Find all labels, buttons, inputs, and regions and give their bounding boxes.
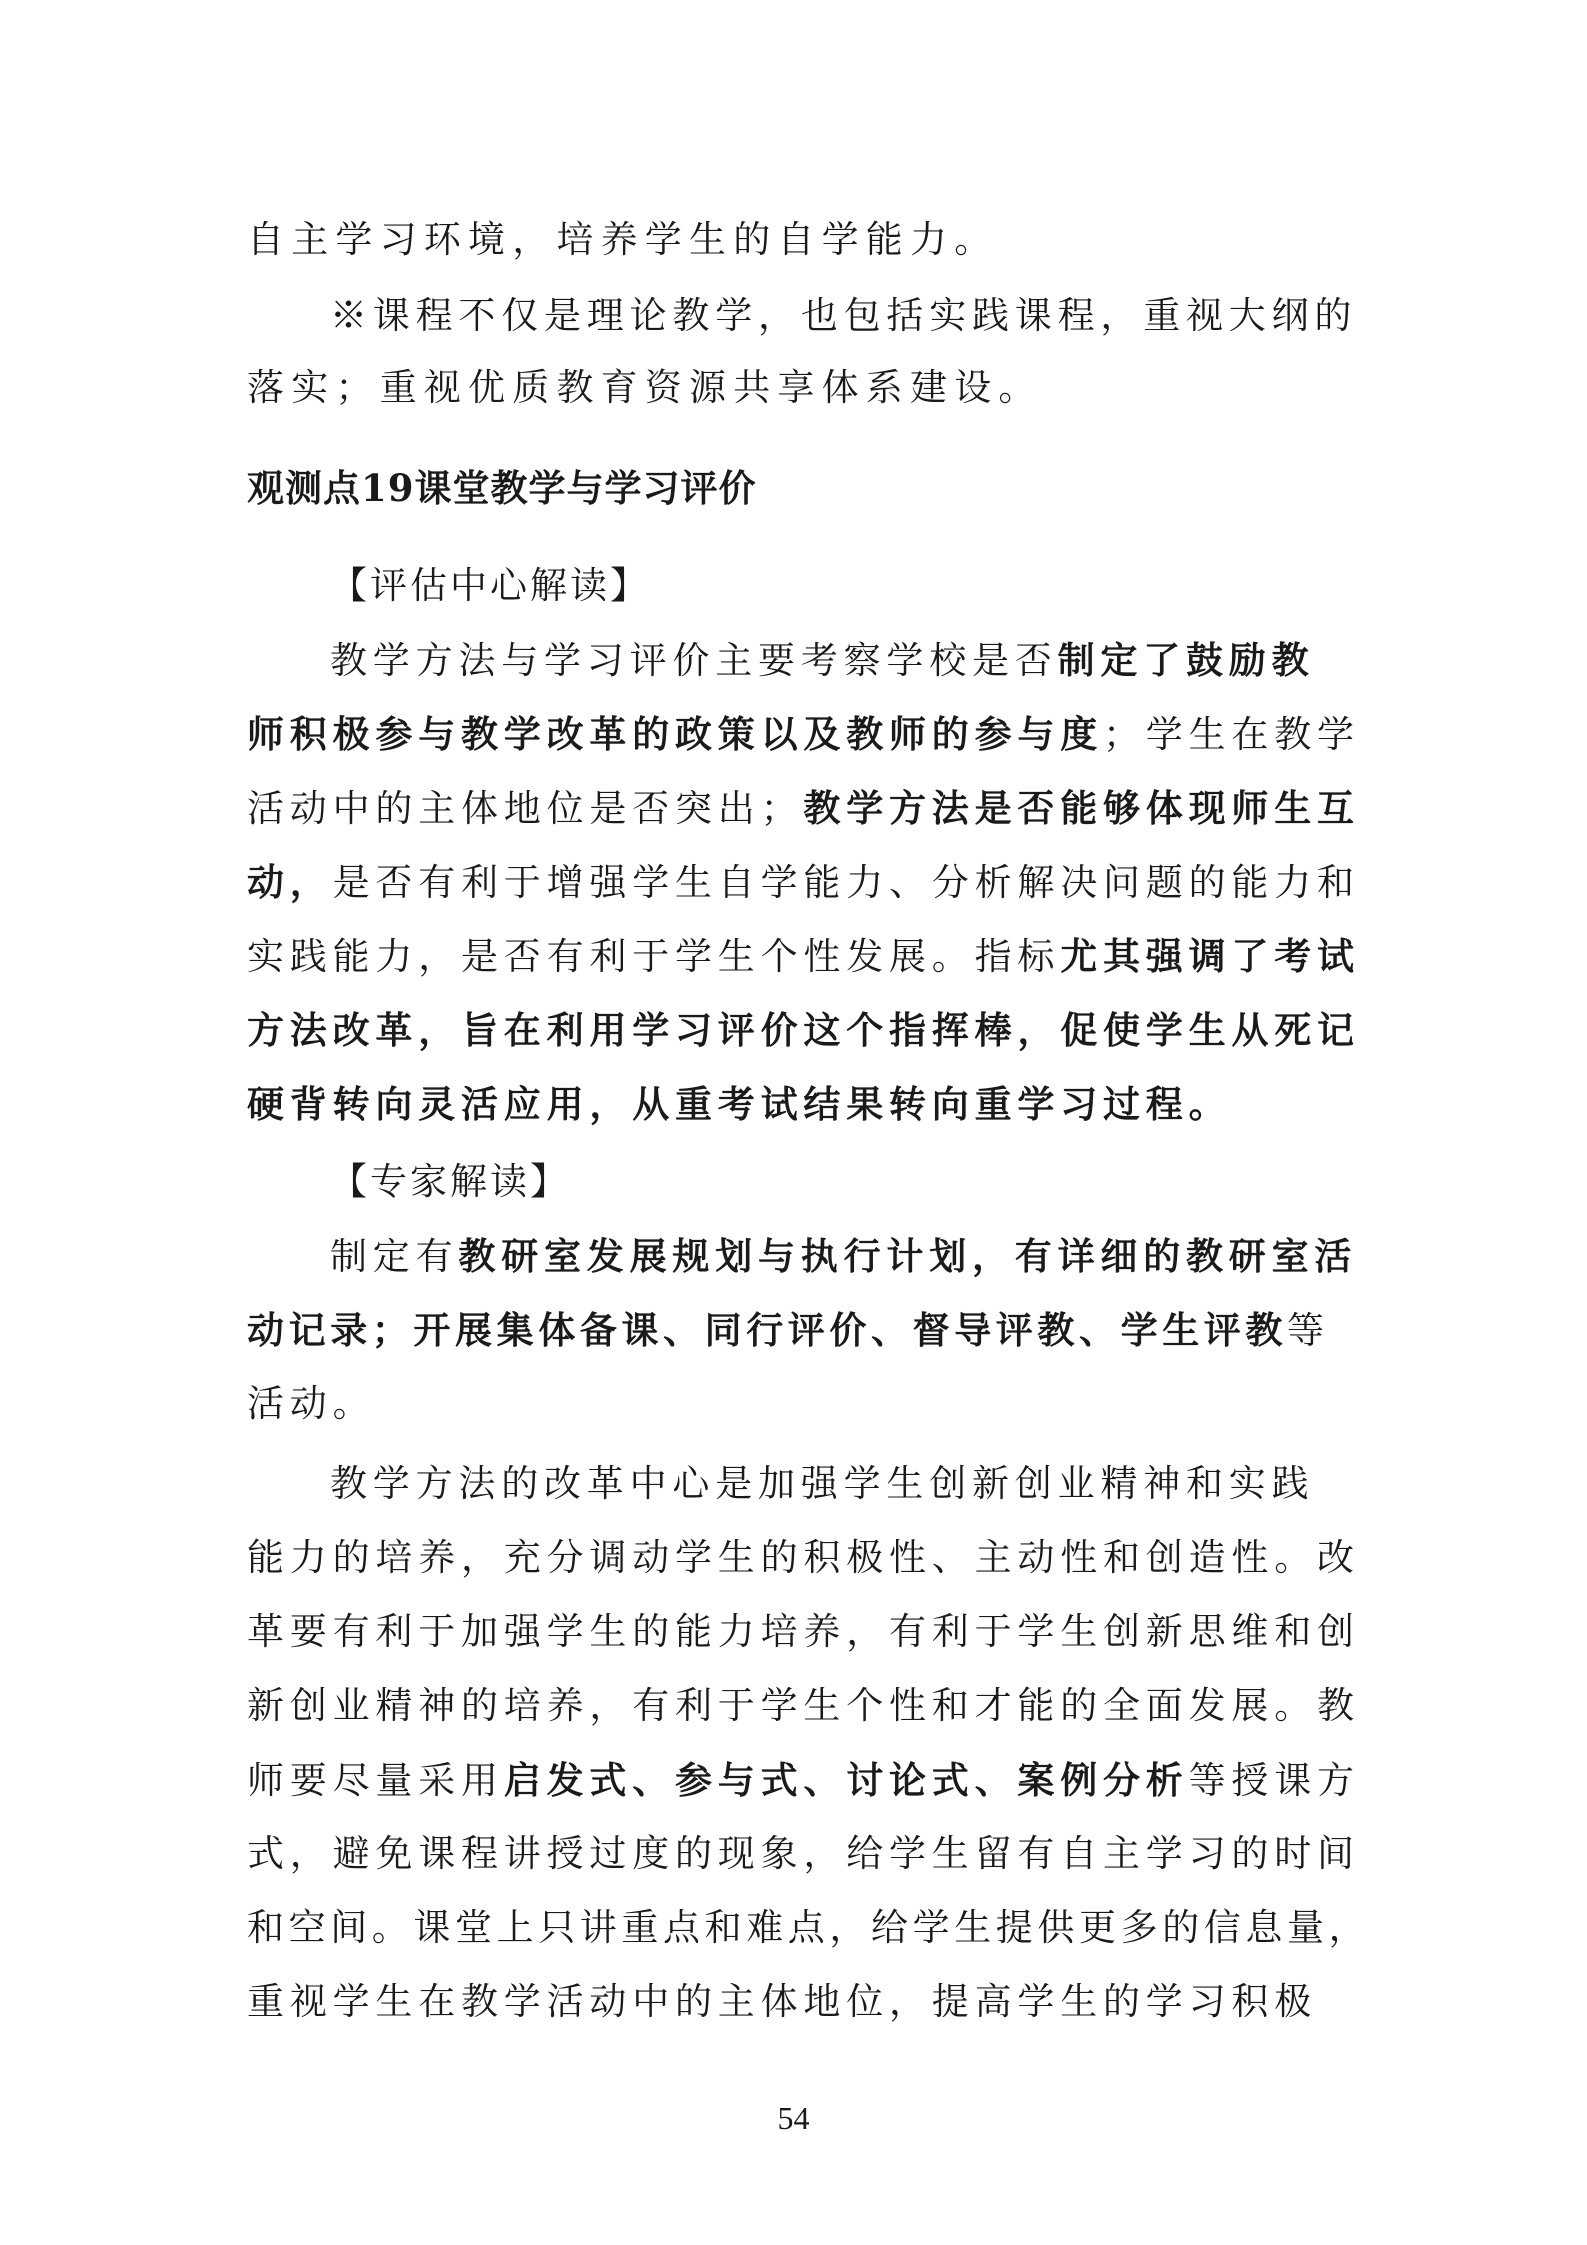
text-line: 师积极参与教学改革的政策以及教师的参与度；学生在教学: [247, 712, 1360, 756]
text-line: 活动中的主体地位是否突出；教学方法是否能够体现师生互: [247, 786, 1360, 830]
text-line: 重视学生在教学活动中的主体地位，提高学生的学习积极: [247, 1980, 1317, 2023]
subsection-title: 【专家解读】: [330, 1160, 570, 1203]
text-line: 式，避免课程讲授过度的现象，给学生留有自主学习的时间: [247, 1832, 1360, 1875]
text-line: ※课程不仅是理论教学，也包括实践课程，重视大纲的: [330, 294, 1358, 337]
text-line: 和空间。课堂上只讲重点和难点，给学生提供更多的信息量，: [247, 1906, 1371, 1949]
text-line: 动记录；开展集体备课、同行评价、督导评教、学生评教等: [247, 1308, 1329, 1352]
text-line: 动，是否有利于增强学生自学能力、分析解决问题的能力和: [247, 860, 1360, 904]
subsection-title: 【评估中心解读】: [330, 564, 650, 607]
page-number: 54: [777, 2100, 810, 2136]
text-line: 革要有利于加强学生的能力培养，有利于学生创新思维和创: [247, 1610, 1360, 1653]
text-line: 师要尽量采用启发式、参与式、讨论式、案例分析等授课方: [247, 1758, 1360, 1802]
text-line: 活动。: [247, 1382, 376, 1425]
text-line: 实践能力，是否有利于学生个性发展。指标尤其强调了考试: [247, 934, 1360, 978]
text-line: 制定有教研室发展规划与执行计划，有详细的教研室活: [330, 1234, 1358, 1278]
section-heading: 观测点19课堂教学与学习评价: [247, 466, 757, 510]
text-line: 自主学习环境，培养学生的自学能力。: [247, 218, 999, 261]
text-line: 方法改革，旨在利用学习评价这个指挥棒，促使学生从死记: [247, 1008, 1360, 1052]
text-line: 能力的培养，充分调动学生的积极性、主动性和创造性。改: [247, 1536, 1360, 1579]
text-line: 硬背转向灵活应用，从重考试结果转向重学习过程。: [247, 1082, 1232, 1126]
text-line: 教学方法的改革中心是加强学生创新创业精神和实践: [330, 1462, 1315, 1505]
text-line: 教学方法与学习评价主要考察学校是否制定了鼓励教: [330, 638, 1315, 682]
text-line: 新创业精神的培养，有利于学生个性和才能的全面发展。教: [247, 1684, 1360, 1727]
text-line: 落实；重视优质教育资源共享体系建设。: [247, 366, 1043, 409]
